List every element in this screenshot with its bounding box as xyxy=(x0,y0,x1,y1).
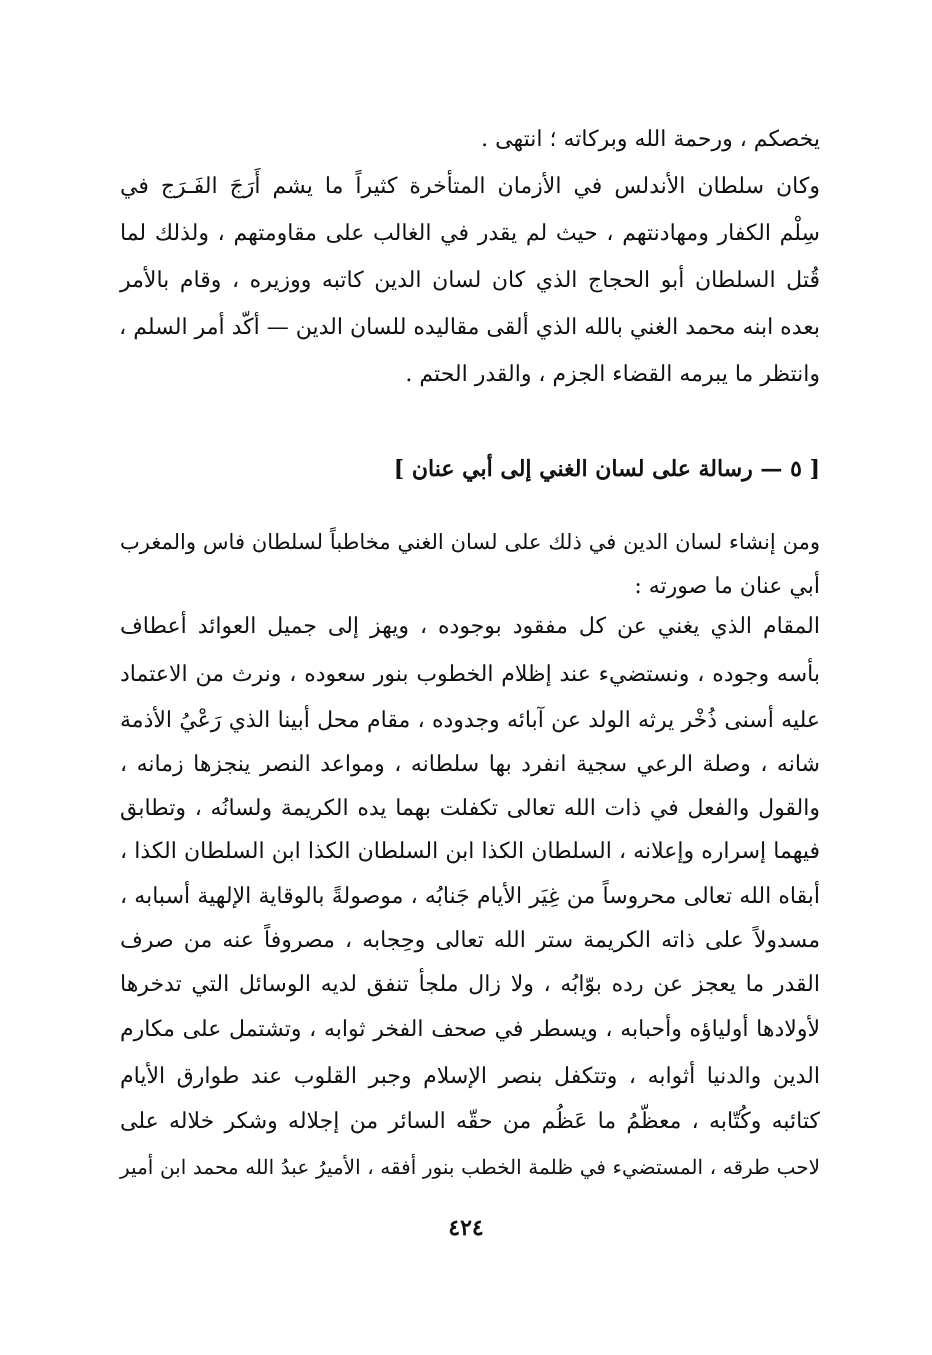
text-line: سِلْم الكفار ومهادنتهم ، حيث لم يقدر في الغالب على مقاومتهم ، ولذلك لما xyxy=(120,221,820,246)
text-line: قُتل السلطان أبو الحجاج الذي كان لسان الدين كاتبه ووزيره ، وقام بالأمر xyxy=(120,268,820,293)
section-heading: [ ٥ — رسالة على لسان الغني إلى أبي عنان ] xyxy=(393,456,820,482)
text-line: الدين والدنيا أثوابه ، وتتكفل بنصر الإسلام وجبر القلوب عند طوارق الأيام xyxy=(120,1064,820,1089)
text-line: والقول والفعل في ذات الله تعالى تكفلت بهما يده الكريمة ولسانُه ، وتطابق xyxy=(120,796,820,821)
text-line: أبي عنان ما صورته : xyxy=(634,574,820,599)
text-line: أبقاه الله تعالى محروساً من غِيَر الأيام جَنابُه ، موصولةً بالوقاية الإلهية أسبابه ، xyxy=(120,884,820,909)
text-line: شانه ، وصلة الرعي سجية انفرد بها سلطانه ، ومواعد النصر ينجزها زمانه ، xyxy=(120,752,820,777)
text-line: كتائبه وكُتّابه ، معظّمُ ما عَظُم من حقّه السائر من إجلاله وشكر خلاله على xyxy=(120,1109,820,1134)
text-line: لأولادها أولياؤه وأحبابه ، ويسطر في صحف الفخر ثوابه ، وتشتمل على مكارم xyxy=(120,1017,820,1042)
text-line: وكان سلطان الأندلس في الأزمان المتأخرة كثيراً ما يشم أَرَجَ الفَـرَج في xyxy=(120,174,820,199)
page-number: ٤٢٤ xyxy=(448,1215,484,1241)
text-line: بأسه وجوده ، ونستضيء عند إظلام الخطوب بنور سعوده ، ونرث من الاعتماد xyxy=(120,662,820,687)
text-line: ومن إنشاء لسان الدين في ذلك على لسان الغني مخاطباً لسلطان فاس والمغرب xyxy=(120,530,820,554)
text-line: وانتظر ما يبرمه القضاء الجزم ، والقدر الحتم . xyxy=(405,362,820,387)
text-line: القدر ما يعجز عن رده بوّابُه ، ولا زال ملجأ تنفق لديه الوسائل التي تدخرها xyxy=(120,972,820,997)
text-line: لاحب طرقه ، المستضيء في ظلمة الخطب بنور أفقه ، الأميرُ عبدُ الله محمد ابن أمير xyxy=(120,1155,820,1179)
text-line: بعده ابنه محمد الغني بالله الذي ألقى مقاليده للسان الدين — أكّد أمر السلم ، xyxy=(119,315,820,340)
text-line: مسدولاً على ذاته الكريمة ستر الله تعالى وحِجابه ، مصروفاً عنه من صرف xyxy=(120,928,820,953)
text-line: يخصكم ، ورحمة الله وبركاته ؛ انتهى . xyxy=(481,127,820,152)
text-line: المقام الذي يغني عن كل مفقود بوجوده ، ويهز إلى جميل العوائد أعطاف xyxy=(120,614,820,639)
text-line: عليه أسنى ذُخْر يرثه الولد عن آبائه وجدوده ، مقام محل أبينا الذي رَعْيُ الأذمة xyxy=(120,708,820,733)
text-line: فيهما إسراره وإعلانه ، السلطان الكذا ابن السلطان الكذا ابن السلطان الكذا ، xyxy=(120,839,820,864)
